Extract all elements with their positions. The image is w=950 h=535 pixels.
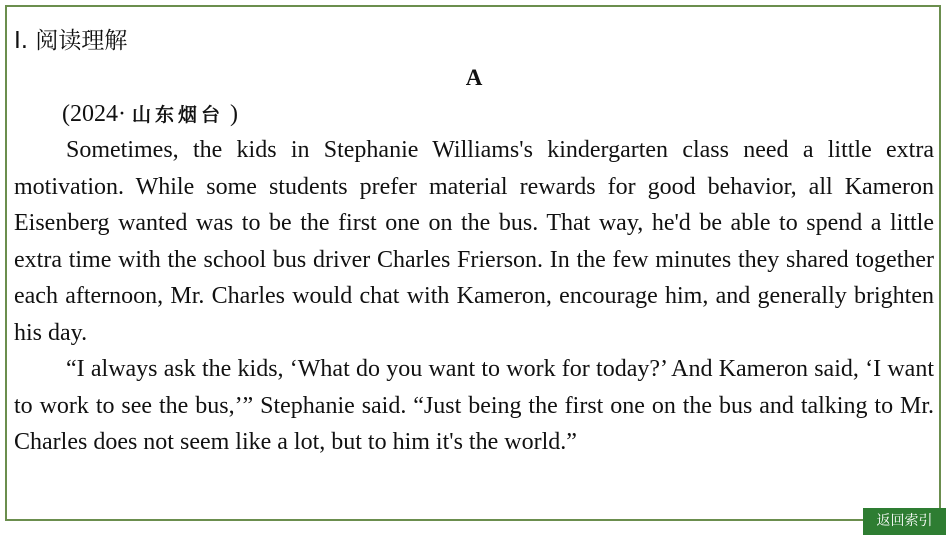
source-place: 山东烟台 <box>131 104 224 126</box>
return-to-index-button[interactable]: 返回索引 <box>863 508 946 535</box>
passage-label: A <box>465 65 483 90</box>
source-citation <box>14 96 934 132</box>
passage-paragraph-1: Sometimes, the kids in Stephanie Williams's kindergarten class need a little extra motivation. While some students prefer material rewards for good behavior, all Kameron Eisenberg wanted was to be the first one on the bus. That way, he'd be able to spend a little extra time with the school bus driver Charles Frierson. In the few minutes they shared together each afternoon, Mr. Charles would chat with Kameron, encourage him, and generally brighten his day. <box>14 137 934 346</box>
source-close: ) <box>230 101 238 127</box>
section-title: I. 阅读理解 <box>14 28 128 54</box>
passage-paragraph-2: “I always ask the kids, ‘What do you want to work for today?’ And Kameron said, ‘I want to work to see the bus,’” Stephanie said. “Just being the first one on the bus and talking to Mr. Charles does not seem like a lot, but to him it's the world.” <box>14 356 934 455</box>
reading-content <box>14 24 934 461</box>
source-year: (2024· <box>62 101 126 127</box>
